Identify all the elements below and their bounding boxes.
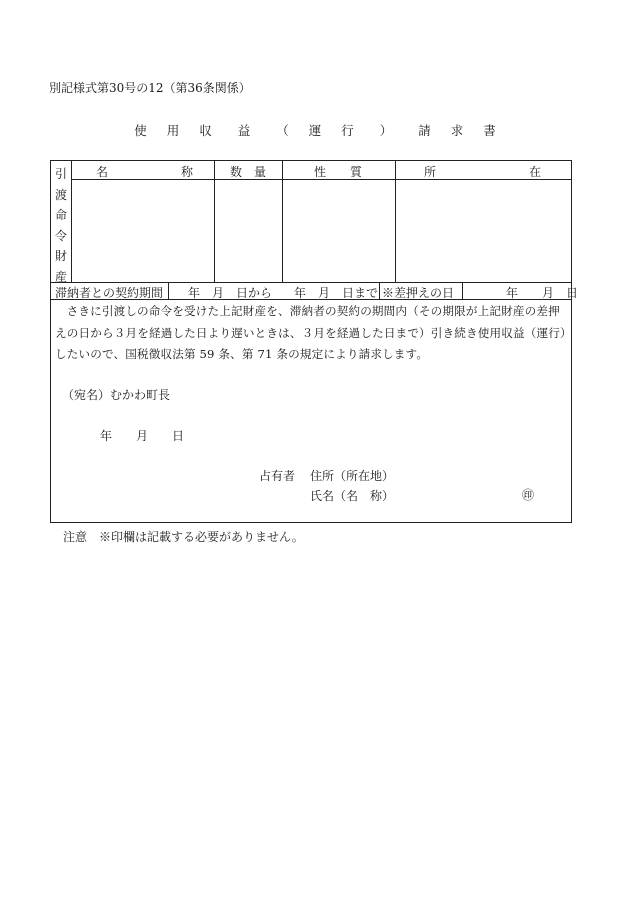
side-label-char: 命 xyxy=(54,208,67,222)
contract-period-label: 滞納者との契約期間 xyxy=(55,286,164,300)
header-name-1: 名 xyxy=(96,165,109,179)
title-char: 運 xyxy=(308,123,322,138)
side-label-char: 財 xyxy=(54,249,67,263)
title-char: 収 xyxy=(199,123,212,138)
title-char: ） xyxy=(379,123,393,138)
table-rule xyxy=(395,160,396,282)
table-rule xyxy=(282,160,283,282)
title-char: 求 xyxy=(450,123,464,138)
header-location-2: 在 xyxy=(529,165,542,179)
table-rule xyxy=(50,282,572,283)
table-rule xyxy=(168,282,169,299)
seizure-label: ※差押えの日 xyxy=(382,286,455,300)
table-rule xyxy=(71,160,72,282)
contract-from: 年 月 日から xyxy=(188,286,273,300)
form-number: 別記様式第30号の12（第36条関係） xyxy=(49,81,251,95)
title-char: 行 xyxy=(341,123,354,138)
header-location-1: 所 xyxy=(424,165,437,179)
request-body xyxy=(55,301,569,366)
side-label-char: 産 xyxy=(54,269,67,284)
title-char: 益 xyxy=(237,123,251,138)
title-char: 使 xyxy=(134,123,147,138)
document-title xyxy=(0,121,630,139)
note: 注意 ※印欄は記載する必要がありません。 xyxy=(63,530,304,544)
side-label xyxy=(52,164,70,287)
request-body-text: さきに引渡しの命令を受けた上記財産を、滞納者の契約の期間内（その期限が上記財産の差押えの日から３月を経過した日より遅いときは、３月を経過した日まで）引き続き使用収益（運行）したいので、国税徴収法第 59 条、第 71 条の規定により請求します。 xyxy=(55,304,566,361)
addressee: （宛名）むかわ町長 xyxy=(62,388,171,402)
name-label: 氏名（名 称） xyxy=(310,489,395,503)
seizure-date: 年 月 日 xyxy=(506,286,579,300)
date-line: 年 月 日 xyxy=(100,429,185,443)
occupant-label: 占有者 xyxy=(259,469,296,483)
contract-to: 年 月 日まで xyxy=(294,286,379,300)
header-name-2: 称 xyxy=(181,165,194,179)
title-char: （ xyxy=(276,123,289,138)
seal-mark: ㊞ xyxy=(522,488,535,502)
table-rule xyxy=(462,282,463,299)
title-char: 書 xyxy=(483,123,496,138)
header-quantity: 数 量 xyxy=(230,165,267,179)
title-char: 請 xyxy=(418,123,431,138)
table-rule xyxy=(214,160,215,282)
side-label-char: 渡 xyxy=(54,187,67,202)
title-char: 用 xyxy=(166,123,180,138)
side-label-char: 引 xyxy=(54,167,67,181)
address-label: 住所（所在地） xyxy=(310,469,395,483)
table-rule xyxy=(379,282,380,299)
side-label-char: 令 xyxy=(54,228,67,243)
header-property: 性 質 xyxy=(314,165,363,179)
